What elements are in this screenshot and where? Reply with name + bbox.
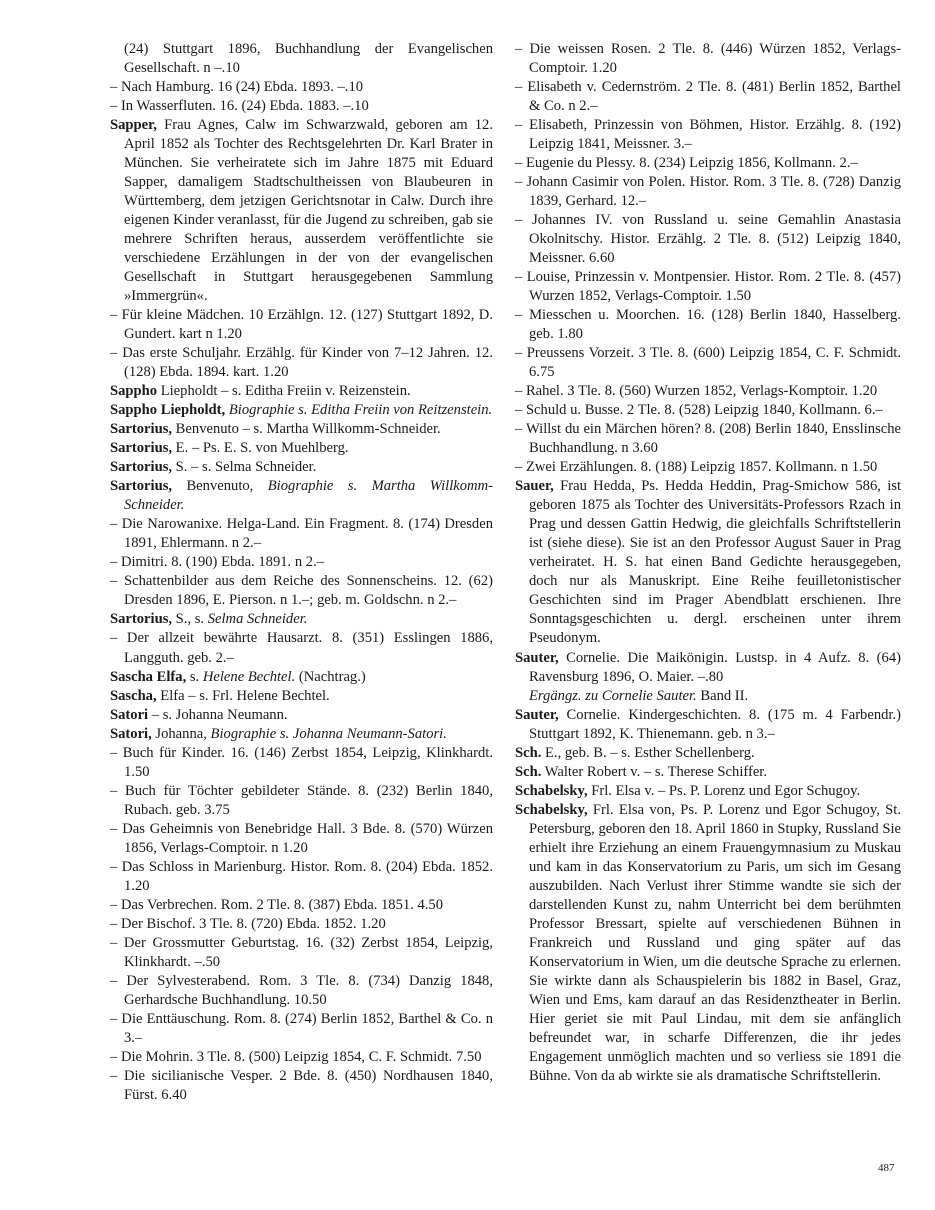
entry-text: – Elisabeth v. Cedernström. 2 Tle. 8. (481) Berlin 1852, Barthel & Co. n 2.– xyxy=(515,79,901,115)
entry-heading: Satori, xyxy=(110,725,152,742)
entry-heading: Sappho xyxy=(110,383,158,400)
bibliography-entry xyxy=(515,268,901,306)
bibliography-entry xyxy=(110,458,493,477)
entry-heading: Satori xyxy=(110,706,149,723)
entry-heading: Sauer, xyxy=(515,478,554,495)
entry-italic-text: Biographie s. Editha Freiin von Reitzenstein. xyxy=(228,402,493,419)
entry-heading: Sch. xyxy=(515,763,542,780)
bibliography-entry xyxy=(110,706,493,725)
entry-heading: Sascha Elfa, xyxy=(110,668,187,685)
entry-text: – Buch für Kinder. 16. (146) Zerbst 1854, Leipzig, Klinkhardt. 1.50 xyxy=(110,744,493,780)
right-column xyxy=(515,40,901,1086)
entry-text: – Louise, Prinzessin v. Montpensier. Histor. Rom. 2 Tle. 8. (457) Wurzen 1852, Verlags-Comptoir. 1.50 xyxy=(515,269,901,305)
entry-text: – Johannes IV. von Russland u. seine Gemahlin Anastasia Okolnitschy. Histor. Erzählg. 2 Tle. 8. (512) Leipzig 1840, Meissner. 6.60 xyxy=(515,212,901,267)
page-number: 487 xyxy=(878,1162,895,1174)
bibliography-entry xyxy=(110,896,493,915)
bibliography-entry xyxy=(110,972,493,1010)
bibliography-entry xyxy=(515,801,901,1086)
bibliography-entry xyxy=(515,782,901,801)
bibliography-entry xyxy=(110,78,493,97)
entry-text: Johanna, xyxy=(151,725,211,742)
entry-text: Walter Robert v. – s. Therese Schiffer. xyxy=(541,763,768,780)
entry-text: – Die Enttäuschung. Rom. 8. (274) Berlin 1852, Barthel & Co. n 3.– xyxy=(110,1010,493,1046)
entry-heading: Sauter, xyxy=(515,649,559,666)
bibliography-entry xyxy=(515,306,901,344)
entry-heading: Schabelsky, xyxy=(515,782,588,799)
entry-text: – Preussens Vorzeit. 3 Tle. 8. (600) Leipzig 1854, C. F. Schmidt. 6.75 xyxy=(515,345,901,381)
entry-text: – Willst du ein Märchen hören? 8. (208) Berlin 1840, Ensslinsche Buchhandlung. n 3.60 xyxy=(515,421,901,457)
entry-text: Benvenuto, xyxy=(172,478,268,495)
bibliography-entry xyxy=(515,458,901,477)
entry-text: Liepholdt – s. Editha Freiin v. Reizenstein. xyxy=(157,383,411,400)
entry-text: – Schuld u. Busse. 2 Tle. 8. (528) Leipzig 1840, Kollmann. 6.– xyxy=(515,402,883,419)
entry-text: – s. Johanna Neumann. xyxy=(148,706,288,723)
entry-heading: Sartorius, xyxy=(110,611,173,628)
bibliography-entry xyxy=(110,515,493,553)
bibliography-entry xyxy=(515,744,901,763)
entry-heading: Sartorius, xyxy=(110,440,173,457)
entry-trailing-text: (Nachtrag.) xyxy=(295,668,366,685)
bibliography-entry xyxy=(515,173,901,211)
entry-italic-text: Ergängz. zu Cornelie Sauter. xyxy=(529,687,697,704)
entry-text: (24) Stuttgart 1896, Buchhandlung der Evangelischen Gesellschaft. n –.10 xyxy=(124,41,493,77)
entry-text: Frau Hedda, Ps. Hedda Heddin, Prag-Smichow 586, ist geboren 1875 als Tochter des Universitäts-Professors Rzach in Prag und dessen Gattin Hedwig, die gleichfalls Schriftstellerin ist (siehe diese). Sie ist an den Professor August Sauer in Prag verheiratet. H. S. hat einen Band Gedichte herausgegeben, doch nur als Manuskript. Eine Reihe feuilletonistischer Geschichten sind im Prager Abendblatt erschienen. Ihre Sonntagsgeschichten u. dergl. erscheinen unter ihrem Pseudonym. xyxy=(529,478,901,647)
entry-text: – Das Schloss in Marienburg. Histor. Rom. 8. (204) Ebda. 1852. 1.20 xyxy=(110,858,493,894)
entry-text: – Eugenie du Plessy. 8. (234) Leipzig 1856, Kollmann. 2.– xyxy=(515,155,858,172)
entry-text: E. – Ps. E. S. von Muehlberg. xyxy=(172,440,349,457)
bibliography-entry xyxy=(110,687,493,706)
bibliography-entry xyxy=(110,820,493,858)
bibliography-entry xyxy=(110,1067,493,1105)
bibliography-entry xyxy=(515,706,901,744)
entry-italic-text: Biographie s. Johanna Neumann-Satori. xyxy=(210,725,447,742)
bibliography-entry xyxy=(110,40,493,78)
entry-text: Frl. Elsa von, Ps. P. Lorenz und Egor Schugoy, St. Petersburg, geboren den 18. April 1860 in Stupky, Russland Sie erhielt ihre Erziehung an einem Frauengymnasium zu Muskau und kam in das Konservatorium zu Paris, um sich im Gesang auszubilden. Nach Verlust ihrer Stimme wandte sie sich der darstellenden Kunst zu, nahm Unterricht bei dem berühmten Professor Bressart, spielte auf verschiedenen Bühnen in Frankreich und Russland und ging später auf das Konservatorium in Wien, um die deutsche Sprache zu erlernen. Sie wirkte dann als Schauspielerin bis 1882 in Basel, Graz, Wien und Ems, kam darauf an das Residenztheater in Berlin. Hier geriet sie mit Paul Lindau, mit dem sie anfänglich befreundet war, in scharfe Differenzen, die ihr jedes Engagement unmöglich machten und so verliess sie 1891 die Bühne. Von da ab wirkte sie als dramatische Schriftstellerin. xyxy=(529,801,901,1084)
entry-text: – Elisabeth, Prinzessin von Böhmen, Histor. Erzählg. 8. (192) Leipzig 1841, Meissner. 3.– xyxy=(515,117,901,153)
bibliography-entry xyxy=(515,78,901,116)
entry-text: – Der allzeit bewährte Hausarzt. 8. (351) Esslingen 1886, Langguth. geb. 2.– xyxy=(110,630,493,666)
bibliography-entry xyxy=(110,439,493,458)
bibliography-entry xyxy=(515,420,901,458)
bibliography-entry xyxy=(515,382,901,401)
bibliography-entry xyxy=(110,382,493,401)
entry-heading: Sartorius, xyxy=(110,421,173,438)
entry-italic-text: Selma Schneider. xyxy=(207,611,308,628)
bibliography-entry xyxy=(515,763,901,782)
entry-text: – Das Geheimnis von Benebridge Hall. 3 Bde. 8. (570) Würzen 1856, Verlags-Comptoir. n 1.20 xyxy=(110,820,493,856)
entry-heading: Sartorius, xyxy=(110,459,173,476)
bibliography-entry xyxy=(515,211,901,268)
entry-text: S. – s. Selma Schneider. xyxy=(172,459,317,476)
bibliography-entry xyxy=(515,687,901,706)
bibliography-entry xyxy=(110,97,493,116)
entry-heading: Sauter, xyxy=(515,706,559,723)
bibliography-entry xyxy=(110,553,493,572)
bibliography-entry xyxy=(110,610,493,629)
bibliography-entry xyxy=(110,420,493,439)
left-column xyxy=(110,40,493,1105)
entry-text: Elfa – s. Frl. Helene Bechtel. xyxy=(156,687,330,704)
bibliography-entry xyxy=(110,744,493,782)
bibliography-entry xyxy=(515,116,901,154)
entry-heading: Sch. xyxy=(515,744,542,761)
bibliography-entry xyxy=(110,477,493,515)
entry-text: Cornelie. Kindergeschichten. 8. (175 m. 4 Farbendr.) Stuttgart 1892, K. Thienemann. geb. n 3.– xyxy=(529,706,901,742)
bibliography-entry xyxy=(110,401,493,420)
bibliography-entry xyxy=(110,629,493,667)
entry-text: – Zwei Erzählungen. 8. (188) Leipzig 1857. Kollmann. n 1.50 xyxy=(515,459,878,476)
entry-italic-text: Helene Bechtel. xyxy=(202,668,296,685)
bibliography-entry xyxy=(110,725,493,744)
entry-text: E., geb. B. – s. Esther Schellenberg. xyxy=(541,744,755,761)
bibliography-entry xyxy=(515,154,901,173)
bibliography-entry xyxy=(110,1048,493,1067)
entry-text: – Schattenbilder aus dem Reiche des Sonnenscheins. 12. (62) Dresden 1896, E. Pierson. n 1.–; geb. m. Goldschn. n 2.– xyxy=(110,573,493,609)
bibliography-entry xyxy=(110,934,493,972)
bibliography-entry xyxy=(110,915,493,934)
entry-heading: Sappho Liepholdt, xyxy=(110,402,226,419)
entry-trailing-text: Band II. xyxy=(696,687,749,704)
entry-text: s. xyxy=(186,668,203,685)
entry-text: – Die weissen Rosen. 2 Tle. 8. (446) Würzen 1852, Verlags-Comptoir. 1.20 xyxy=(515,41,901,77)
bibliography-entry xyxy=(515,344,901,382)
bibliography-entry xyxy=(110,572,493,610)
bibliography-entry xyxy=(110,668,493,687)
entry-heading: Sascha, xyxy=(110,687,157,704)
entry-heading: Sapper, xyxy=(110,117,157,134)
entry-italic-text: Biographie s. Martha Willkomm-Schneider. xyxy=(124,478,493,514)
entry-text: – Die Narowanixe. Helga-Land. Ein Fragment. 8. (174) Dresden 1891, Ehlermann. n 2.– xyxy=(110,516,493,552)
entry-text: – Johann Casimir von Polen. Histor. Rom. 3 Tle. 8. (728) Danzig 1839, Gerhard. 12.– xyxy=(515,174,901,210)
entry-text: – Die Mohrin. 3 Tle. 8. (500) Leipzig 1854, C. F. Schmidt. 7.50 xyxy=(110,1048,482,1065)
bibliography-entry xyxy=(110,344,493,382)
entry-text: Frau Agnes, Calw im Schwarzwald, geboren am 12. April 1852 als Tochter des Rechtsgelehrten Dr. Karl Brater in München. Sie verheiratete sich im Jahre 1875 mit Eduard Sapper, damaligem Stadtschultheissen von Blaubeuren in Württemberg, dem jetzigen Gerichtsnotar in Calw. Durch ihre eigenen Kinder veranlasst, für die Jugend zu schreiben, gab sie mehrere Schriften heraus, ausserdem veröffentlichte sie verschiedene Erzählungen in der von der evangelischen Gesellschaft in Stuttgart herausgegebenen Sammlung »Immergrün«. xyxy=(124,117,493,305)
bibliography-entry xyxy=(110,1010,493,1048)
entry-text: Cornelie. Die Maikönigin. Lustsp. in 4 Aufz. 8. (64) Ravensburg 1896, O. Maier. –.80 xyxy=(529,649,901,685)
entry-heading: Schabelsky, xyxy=(515,801,588,818)
entry-text: – Dimitri. 8. (190) Ebda. 1891. n 2.– xyxy=(110,554,325,571)
entry-text: – Der Bischof. 3 Tle. 8. (720) Ebda. 1852. 1.20 xyxy=(110,915,386,932)
entry-text: S., s. xyxy=(172,611,208,628)
bibliography-entry xyxy=(110,306,493,344)
entry-text: – Miesschen u. Moorchen. 16. (128) Berlin 1840, Hasselberg. geb. 1.80 xyxy=(515,307,901,343)
entry-text: – Der Sylvesterabend. Rom. 3 Tle. 8. (734) Danzig 1848, Gerhardsche Buchhandlung. 10.50 xyxy=(110,972,493,1008)
entry-text: – Das erste Schuljahr. Erzählg. für Kinder von 7–12 Jahren. 12. (128) Ebda. 1894. kart. 1.20 xyxy=(110,345,493,381)
entry-text: – Das Verbrechen. Rom. 2 Tle. 8. (387) Ebda. 1851. 4.50 xyxy=(110,896,444,913)
bibliography-entry xyxy=(515,40,901,78)
entry-text: – Nach Hamburg. 16 (24) Ebda. 1893. –.10 xyxy=(110,79,364,96)
entry-text: – In Wasserfluten. 16. (24) Ebda. 1883. –.10 xyxy=(110,98,369,115)
entry-text: – Für kleine Mädchen. 10 Erzählgn. 12. (127) Stuttgart 1892, D. Gundert. kart n 1.20 xyxy=(110,307,493,343)
entry-text: Frl. Elsa v. – Ps. P. Lorenz und Egor Schugoy. xyxy=(587,782,861,799)
entry-text: – Rahel. 3 Tle. 8. (560) Wurzen 1852, Verlags-Komptoir. 1.20 xyxy=(515,383,878,400)
entry-text: – Die sicilianische Vesper. 2 Bde. 8. (450) Nordhausen 1840, Fürst. 6.40 xyxy=(110,1067,493,1103)
entry-text: – Der Grossmutter Geburtstag. 16. (32) Zerbst 1854, Leipzig, Klinkhardt. –.50 xyxy=(110,934,493,970)
entry-text: – Buch für Töchter gebildeter Stände. 8. (232) Berlin 1840, Rubach. geb. 3.75 xyxy=(110,782,493,818)
bibliography-entry xyxy=(515,649,901,687)
entry-text: Benvenuto – s. Martha Willkomm-Schneider. xyxy=(172,421,441,438)
bibliography-entry xyxy=(515,401,901,420)
entry-heading: Sartorius, xyxy=(110,478,173,495)
bibliography-entry xyxy=(110,858,493,896)
bibliography-entry xyxy=(515,477,901,648)
bibliography-entry xyxy=(110,116,493,306)
bibliography-entry xyxy=(110,782,493,820)
